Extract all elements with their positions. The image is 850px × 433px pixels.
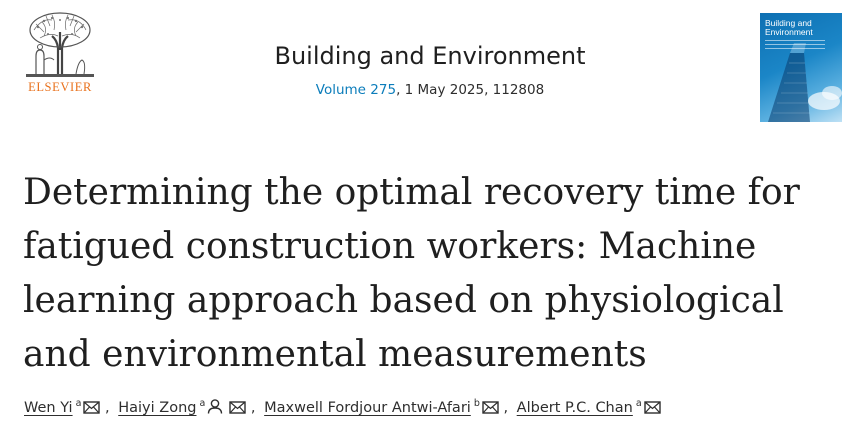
author-list (24, 399, 661, 416)
author-name-link[interactable]: Haiyi Zong (118, 400, 197, 416)
journal-cover-image[interactable] (760, 13, 842, 122)
author-separator: , (105, 400, 110, 416)
cover-text-lines (765, 40, 825, 52)
article-title: Determining the optimal recovery time for fatigued construction workers: Machine learning approach based on physiological and environmental measurements (23, 172, 800, 375)
affiliation-marker[interactable]: a (199, 398, 206, 409)
envelope-icon[interactable] (229, 401, 246, 414)
journal-issue-info (170, 82, 690, 98)
person-icon[interactable] (207, 399, 223, 414)
affiliation-marker[interactable]: a (75, 398, 82, 409)
elsevier-tree-icon (22, 10, 98, 80)
envelope-icon[interactable] (644, 401, 661, 414)
affiliation-marker[interactable]: b (473, 398, 480, 409)
author-item (24, 400, 105, 416)
author-name-link[interactable]: Albert P.C. Chan (516, 400, 633, 416)
author-item (264, 400, 503, 416)
publisher-name: ELSEVIER (28, 80, 92, 94)
envelope-icon[interactable] (83, 401, 100, 414)
journal-title[interactable]: Building and Environment (274, 42, 586, 70)
cover-title: Building and Environment (765, 18, 813, 37)
author-separator: , (250, 400, 256, 416)
affiliation-marker[interactable]: a (635, 398, 642, 409)
author-separator: , (503, 400, 509, 416)
author-item (118, 400, 251, 416)
volume-link[interactable]: Volume 275 (315, 82, 397, 98)
author-item (517, 400, 661, 416)
issue-date-article: , 1 May 2025, 112808 (396, 82, 545, 98)
author-name-link[interactable]: Maxwell Fordjour Antwi-Afari (264, 400, 471, 416)
author-name-link[interactable]: Wen Yi (24, 400, 73, 416)
envelope-icon[interactable] (482, 401, 499, 414)
journal-header (170, 42, 690, 98)
